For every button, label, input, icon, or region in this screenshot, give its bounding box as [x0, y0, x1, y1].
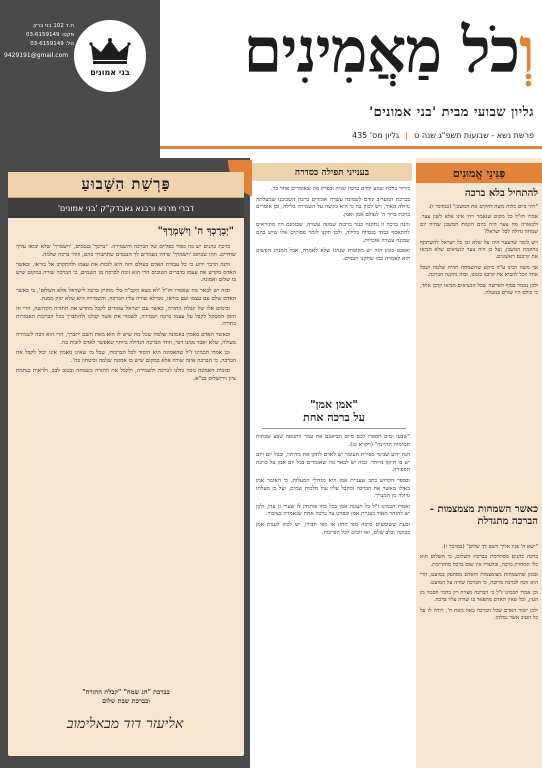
middle-box-title: "אמן אמן" על ברכה אחת [303, 398, 365, 424]
left-article-author: דברי מרנא ורבנא גאבדק"ק 'בני אמונים' [57, 203, 195, 213]
paragraph: הנה ידוע שבימי ספירת העומר יש לאדם לתקן את מדותיו, ובכל יום ויום יש בו תיקון מיוחד. ובזה יש לבאר מה שאומרים בכל יום אמן על ברכת הספירה. [256, 452, 410, 474]
right-article-1-body [420, 204, 538, 500]
paragraph: ובזכות האמונה נזכה כולנו לברכה ולשמירה, ולקבל את התורה בשמחה ובטוב לבב, ולראות בנחמת ציון וירושלים בב"א. [16, 368, 236, 382]
right-article-2-body [420, 544, 538, 760]
newsletter-title: וְכֹל מַאֲמִינִים [243, 14, 534, 87]
paragraph: ואמרו חכמינו ז"ל כל העונה אמן בכל כחו פותחין לו שערי גן עדן, ולכן יש להזהר מאוד בעניית אמן ובפרט על ברכה אחת שנאמרה בציבור. [256, 503, 410, 518]
paragraph: בירור ברכת שמע קודם ברכה שניה ובפרק מה שאומרים אחר כך. [270, 186, 410, 192]
paragraph: ואמנם בזמן הזה יש מקומות שנהגו שלא לאמרה, אבל המנהג הפשוט הוא לאמרה כמו שתקנו חכמים. [256, 248, 410, 262]
middle-box-body [256, 434, 410, 760]
paragraph: ברכת כהנים יש בה כפלי כפליים של הברכה והשמירה. 'יברכך' בנכסים, 'וישמרך' שלא יבואו עליך שודדים. וזהו שכתוב 'וישמרך' שיהיו נשמרים לך הנכסים שתתברך בהם, וזוהי ברכה שלמה. [16, 244, 236, 258]
paragraph: "ויהי ביום כלות משה להקים את המשכן" (במדבר ז). [428, 204, 538, 210]
paragraph: ולכן יזכור האדם שכל הברכה באה מאת ה', ויודה לו על כל הטוב אשר גמלהו. [420, 607, 538, 622]
paragraph: "שבעי ימים תספרו לכם מיום הביאכם את עמר התנופה שבע שבתות תמימות תהיינה" (ויקרא כג). [256, 434, 410, 448]
paragraph: ברכת כהנים מסתיימת בברכת השלום, כי השלום הוא כלי המחזיק ברכה, ובלעדיו אין שום ברכה מתקיימת. [420, 554, 538, 568]
left-article-heading: "יְבָרֶכְךָ ה' וְיִשְׁמְרֶךָ" [157, 226, 234, 237]
paragraph: אך משה רבינו ע"ה ביקש שהשמחה תהיה שלמה ושכל אחד יוכל להביא את קרבנו בזמנו, ובזה נתקנה הברכה. [420, 264, 538, 279]
middle-section-title: בענייני תפילה כסדרה [294, 167, 370, 178]
newsletter-subtitle: גליון שבועי מבית 'בני אמונים' [369, 105, 534, 120]
middle-article-body [256, 186, 410, 394]
contact-info [4, 22, 74, 60]
closing-line: בברכת "חג שמח" "קבלת התורה" [82, 688, 170, 696]
paragraph: אמרו חז"ל כל מקום שנאמר ויהי אינו אלא לשון צער. ולכאורה מה צער היה ביום הקמת המשכן שהיה יום שמחה גדולה לכל ישראל? [420, 214, 538, 236]
paragraph: "ישא ה' פניו אליך וישם לך שלום" (במדבר ו). [441, 544, 538, 550]
issue-separator: | [405, 130, 409, 140]
right-article-2-title: כאשר השמחות מצמצמות - הברכה מתגדלת [429, 504, 538, 527]
issue-info [232, 126, 534, 144]
crown-icon [89, 36, 131, 66]
paragraph: ובעת ששומעים ברכה מפי החזן או מפי חבירו, יש לכוון לענות אמן בכוונה ובלב שלם, ואז זוכים לכל הברכות. [256, 521, 410, 536]
paragraph: בברכת המעריב קודם לשמונה עשרה אומרים ברכת השכיבנו שמעלתה גדולה מאוד, ויש לכוון בה כי היא בקשה על השמירה בלילה, וכן אומרים ברכת ברוך ה' לעולם אמן ואמן. [256, 196, 410, 218]
left-article-body [16, 244, 236, 674]
masthead [0, 0, 542, 158]
paragraph: וכן אמרו חכמינו ז"ל שהאמונה היא היסוד לכל הברכות, שכל מי שאינו מאמין אינו יכול לקבל את הברכה, כי הברכה אינה שורה אלא במקום שיש בו אמונה שלמה וביטחון בה'. [16, 350, 236, 364]
right-section-title-bar [416, 163, 542, 183]
paragraph: ובימים אלו של קבלת התורה, כאשר עם ישראל עומדים לקבל מחדש את התורה הקדושה, הרי זה הזמן המסוגל לקבל על עצמו ברכה ושמירה, לשמור את אשר קבלנו ולהתברך בכל הברכות האמורות בתורה. [16, 306, 236, 328]
masthead-divider [160, 146, 542, 149]
divider [262, 428, 406, 429]
paragraph: וכן אמרו חכמינו ז"ל כי הברכה מצויה רק בדבר הסמוי מן העין, וכל שאין האדם מתפאר בו שורה עליו ברכה. [420, 590, 538, 604]
paragraph: ובזה יש לבאר מה שאמרו חז"ל 'לא מצא הקב"ה כלי מחזיק ברכה לישראל אלא השלום', כי כאשר האדם שלם עם עצמו ועם בוראו, ממילא שורה עליו הברכה, והשמירה היא שלא ינזק ממנה. [16, 287, 236, 302]
issue-number: גליון מס' 435 [351, 130, 400, 140]
contact-line: ת.ד 102 בני ברק [33, 23, 74, 29]
left-article-title-bar [8, 172, 244, 198]
paragraph: והנה הדבר ידוע כי כל עבודת האדם בעולם הזה היא לזכות את עצמו ולהתקרב אל בוראו, וכאשר האדם מקדש את עצמו בדברים הטובים הרי הוא זוכה לברכה מן השמים, כי הברכה שורה במקום שיש בו שלום ואמונה. [16, 262, 236, 284]
paragraph: ויש לומר שהצער היה על שלא זכו כל ישראל להשתתף בהקמת המשכן, ועל כן היה צער לנשיאים שלא הביאו את קרבנם ראשונים. [420, 239, 538, 261]
logo-text: בני אמונים [90, 67, 130, 77]
closing-line: ובברכת שבת שלום [102, 697, 150, 705]
paragraph: והנה ברכה זו נתקנה כנגד ברכות שמונה עשרה, שבזמנם היו מתיראים להתאסף בבתי כנסיות בלילה, ולכן תקנו לומר פסוקים אלו שיש בהם שמונה עשרה אזכרות. [256, 222, 410, 244]
left-article-author-bar [8, 198, 244, 218]
contact-line: טל: 03-6159149 [30, 41, 74, 47]
paragraph: ובזמן שהשמחות מצומצמות והאדם מסתפק במועט, הרי הוא זוכה לברכה מרובה, כי הברכה שורה על המועט. [420, 572, 538, 586]
masthead-title [168, 16, 534, 100]
contact-email[interactable]: 9429191@gmail.com [4, 52, 69, 59]
issue-parasha: פרשת נשא - שבועות תשפ"ג שנה ט [414, 130, 534, 140]
paragraph: וכאשר האדם מאמין באמונה שלמה שכל מה שיש לו הוא מאת השם יתברך, הרי הוא זוכה לשמירה מעולה, שלא יאבד ממנו דבר, וזוהי הברכה הגדולה ביותר שאפשר לאדם לזכות בה. [16, 331, 236, 346]
contact-line: פקס: 03-6159149 [26, 32, 74, 38]
logo-emblem [74, 20, 146, 92]
paragraph: ובספר הקדוש כתב שעניית אמן היא מגדולי המעלות, כי האומר אמן כאילו מאשר את הברכה ומקבל עליו עול מלכות שמים, ועל כן מעלתו גדולה מן המברך. [256, 477, 410, 500]
logo-panel [0, 0, 160, 158]
middle-section-title-bar [252, 163, 412, 181]
left-article-closing [16, 688, 236, 706]
paragraph: ולכן נאמר בסוף הפרשה שכל הנשיאים הביאו קרבן אחד, כי כולם היו שווים במעלה. [420, 282, 538, 297]
right-article-1-title: להתחיל בלא ברכה [465, 188, 538, 199]
right-section-title: פַּנִּינֵי אֱמוּנִים [452, 166, 506, 180]
author-signature: אליעזר דוד מבאלימוב [66, 716, 184, 732]
left-article-title: פַּרְשַׁת הַשָּׁבוּעַ [81, 175, 171, 193]
